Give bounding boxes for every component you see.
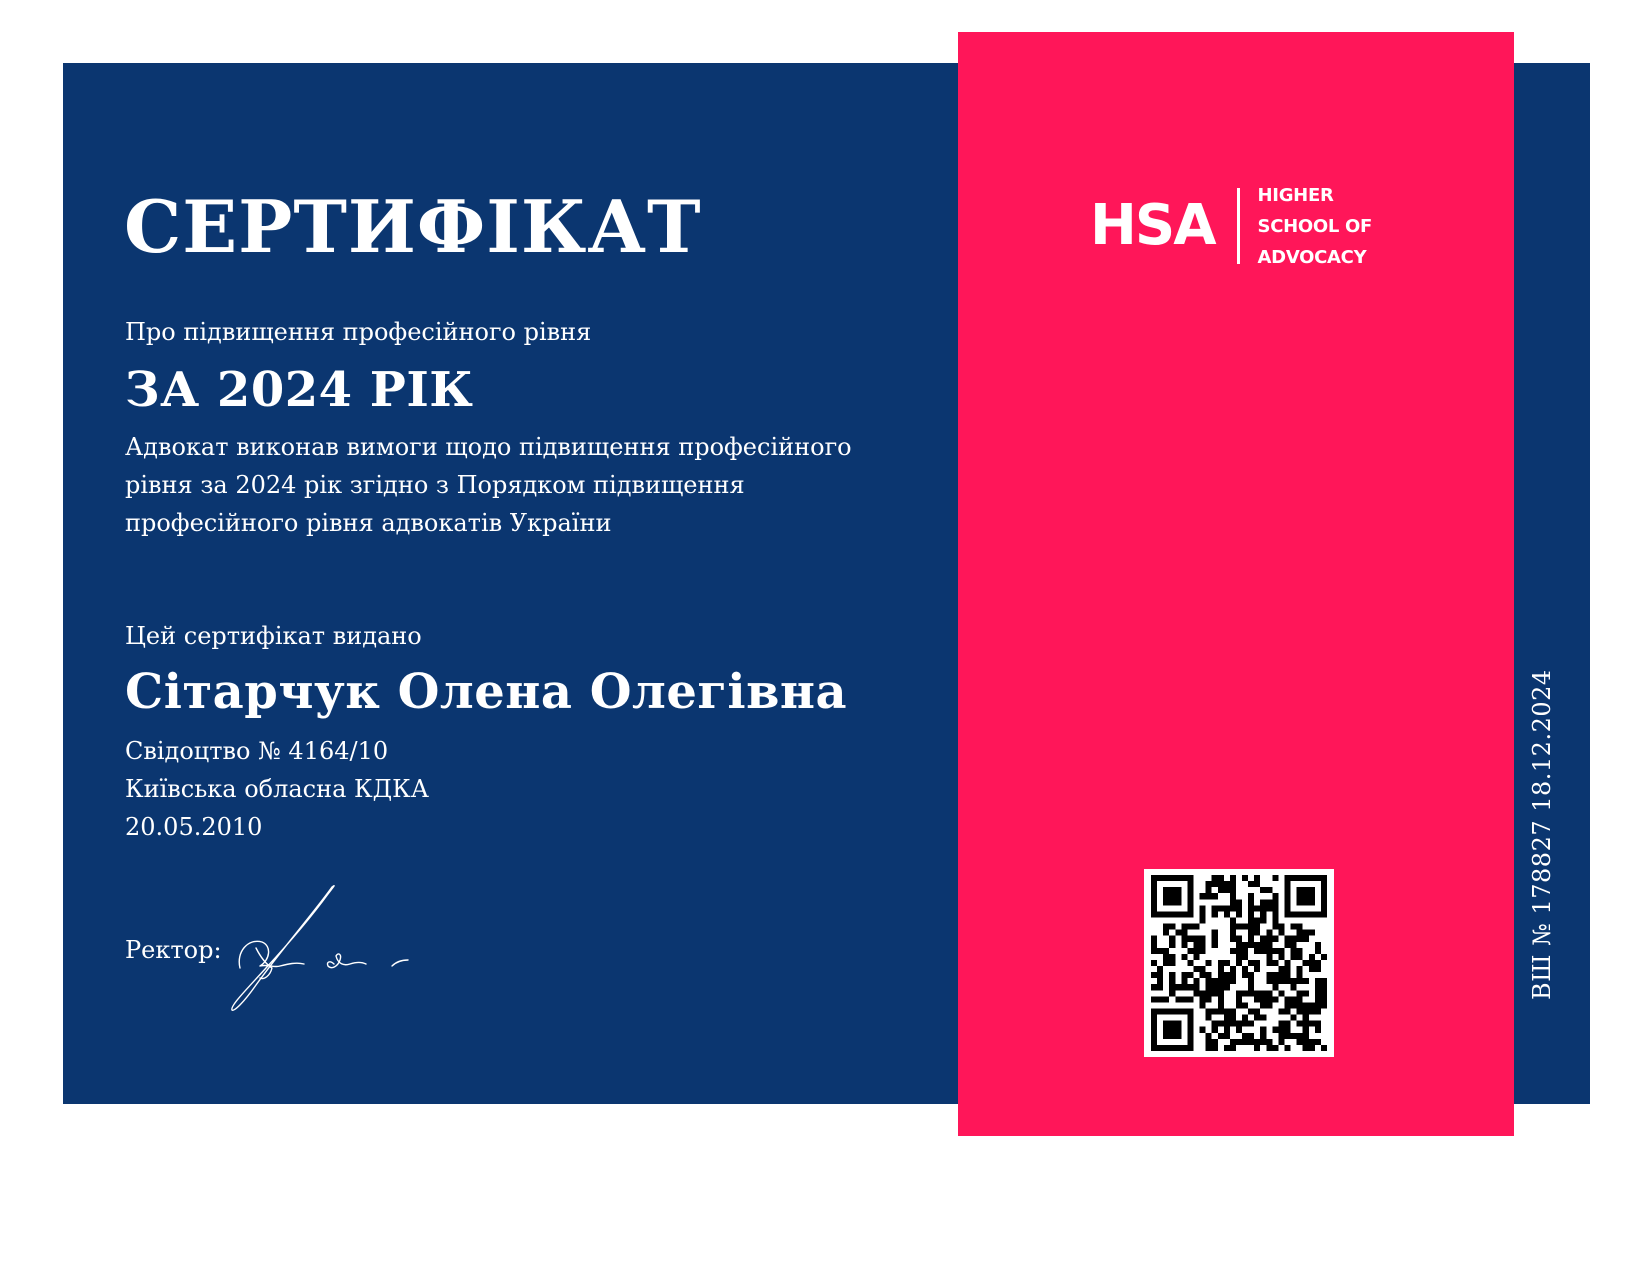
certificate-title: СЕРТИФІКАТ	[124, 184, 702, 269]
certificate-serial: ВШ № 178827 18.12.2024	[1528, 669, 1556, 1000]
certificate-year: ЗА 2024 РІК	[125, 362, 474, 418]
certificate-description: Адвокат виконав вимоги щодо підвищення професійного рівня за 2024 рік згідно з Порядком підвищення професійного рівня адвокатів України	[125, 433, 852, 537]
signature-icon	[226, 880, 416, 1020]
logo-word-2: SCHOOL OF	[1257, 215, 1373, 237]
certificate-subtitle: Про підвищення професійного рівня	[125, 318, 592, 346]
holder-date: 20.05.2010	[125, 813, 263, 841]
holder-council: Київська обласна КДКА	[125, 775, 429, 803]
holder-details	[125, 732, 429, 846]
logo-words	[1258, 180, 1372, 273]
rector-label: Ректор:	[125, 936, 222, 964]
holder-name: Сітарчук Олена Олегівна	[125, 664, 848, 720]
logo-divider	[1237, 188, 1240, 264]
logo-word-3: ADVOCACY	[1257, 246, 1367, 268]
holder-license: Свідоцтво № 4164/10	[125, 737, 389, 765]
logo-abbreviation: HSA	[1090, 193, 1215, 258]
qr-code[interactable]	[1144, 869, 1334, 1057]
issued-label: Цей сертифікат видано	[125, 622, 422, 650]
hsa-logo	[1090, 185, 1372, 267]
qr-code-icon	[1150, 875, 1328, 1051]
logo-word-1: HIGHER	[1257, 184, 1334, 206]
